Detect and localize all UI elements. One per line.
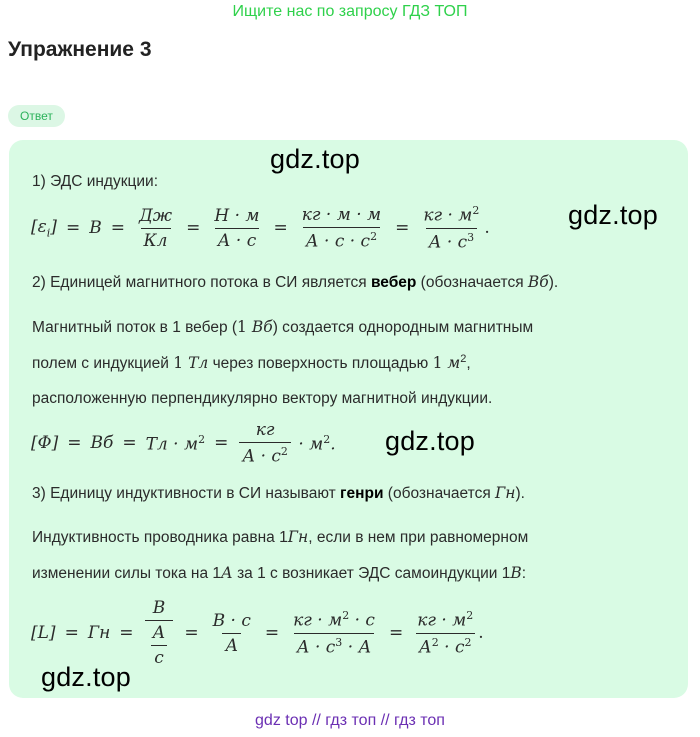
item2-heading: 2) Единицей магнитного потока в СИ является вебер (обозначается Вб).: [32, 273, 559, 291]
page-title: Упражнение 3: [8, 38, 152, 61]
item3-heading: 3) Единицу индуктивности в СИ называют генри (обозначается Гн).: [32, 484, 525, 502]
flux-unit-formula: [Φ] = Вб = Тл · $м^2$ = $\frac{кг}{А \cdot с^2}$ · $м^2$.: [31, 420, 336, 467]
top-banner: Ищите нас по запросу ГДЗ ТОП: [232, 3, 468, 20]
inductance-unit-formula: [L] = Гн = $\frac{В}{\frac{А}{с}}$ = $\frac{В \cdot с}{А}$ = $\frac{кг \cdot м^2 \cdot с}{А \cdot с^3 \cdot А}$ = $\frac{кг \cdot м^2}{А^2 \cdot с^2}$ .: [31, 598, 484, 668]
item2-text-line1: Магнитный поток в 1 вебер (1 Вб) создается однородным магнитным: [32, 318, 534, 336]
answer-badge[interactable]: Ответ: [8, 105, 65, 127]
item2-text-line2: полем с индукцией 1 Тл через поверхность площадью 1 $м^2$,: [32, 353, 471, 373]
emf-unit-formula: $[\varepsilon_i]$ = В = $\frac{Дж}{Кл}$ = $\frac{Н \cdot м}{А \cdot с}$ = $\frac{кг \cdot м \cdot м}{А \cdot с \cdot с^2}$ = $\frac{кг \cdot м^2}{А \cdot с^3}$ .: [31, 204, 490, 253]
answer-box: [9, 140, 688, 698]
item2-text-line3: расположенную перпендикулярно вектору магнитной индукции.: [32, 390, 493, 407]
watermark: gdz.top: [41, 662, 131, 692]
item3-text-line2: изменении силы тока на 1А за 1 с возникает ЭДС самоиндукции 1В:: [32, 564, 527, 582]
item1-heading: 1) ЭДС индукции:: [32, 173, 159, 190]
watermark: gdz.top: [385, 426, 475, 456]
item3-text-line1: Индуктивность проводника равна 1Гн, если в нем при равномерном: [32, 528, 529, 546]
watermark: gdz.top: [568, 200, 658, 230]
watermark: gdz.top: [270, 144, 360, 174]
footer-links[interactable]: gdz top // гдз топ // гдз топ: [255, 712, 445, 729]
